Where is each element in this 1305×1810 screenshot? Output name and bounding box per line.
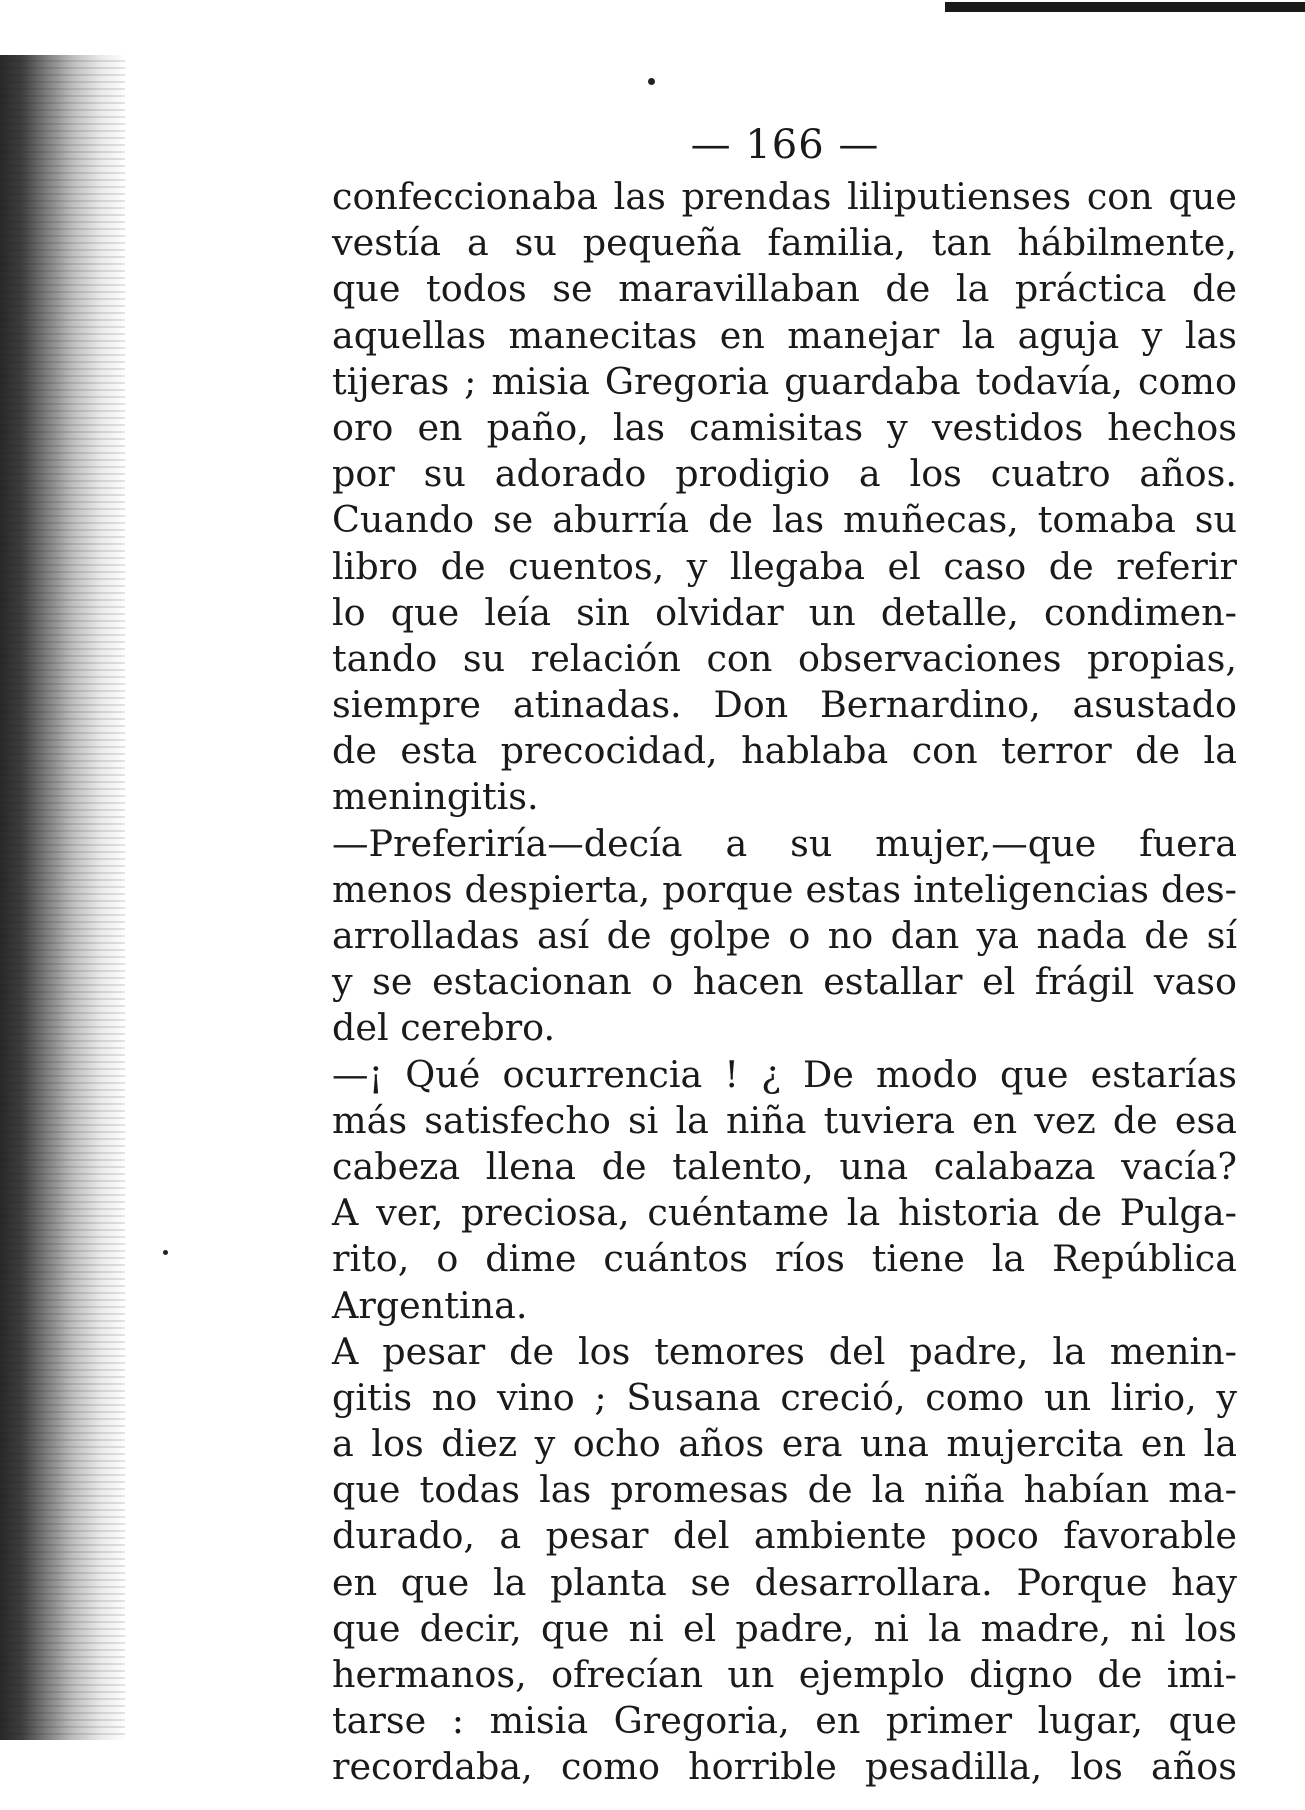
text-line: Argentina. bbox=[332, 1283, 528, 1327]
ink-speck bbox=[648, 78, 655, 85]
text-line: A ver, preciosa, cuéntame la historia de Pulga- bbox=[332, 1191, 1237, 1235]
text-line: que todos se maravillaban de la práctica de bbox=[332, 267, 1237, 311]
text-line: menos despierta, porque estas inteligencias des- bbox=[332, 867, 1237, 911]
body-text bbox=[332, 174, 1237, 1791]
text-line: rito, o dime cuántos ríos tiene la República bbox=[332, 1237, 1237, 1281]
text-line: por su adorado prodigio a los cuatro años. bbox=[332, 452, 1237, 496]
text-line: Cuando se aburría de las muñecas, tomaba su bbox=[332, 498, 1237, 542]
text-line: en que la planta se desarrollara. Porque hay bbox=[332, 1560, 1237, 1604]
text-line: más satisfecho si la niña tuviera en vez de esa bbox=[332, 1098, 1237, 1142]
ink-speck bbox=[163, 1250, 168, 1255]
top-rule bbox=[945, 2, 1305, 12]
binding-edge bbox=[0, 55, 125, 1740]
text-line: cabeza llena de talento, una calabaza vacía? bbox=[332, 1144, 1237, 1188]
text-line: tando su relación con observaciones propias, bbox=[332, 636, 1237, 680]
text-line: tarse : misia Gregoria, en primer lugar, que bbox=[332, 1699, 1237, 1743]
text-line: arrolladas así de golpe o no dan ya nada de sí bbox=[332, 914, 1237, 957]
text-line: a los diez y ocho años era una mujercita en la bbox=[332, 1422, 1237, 1466]
text-line: gitis no vino ; Susana creció, como un lirio, y bbox=[332, 1375, 1237, 1419]
text-line: oro en paño, las camisitas y vestidos hechos bbox=[332, 405, 1237, 449]
text-line: siempre atinadas. Don Bernardino, asustado bbox=[332, 683, 1237, 727]
text-line: durado, a pesar del ambiente poco favorable bbox=[332, 1514, 1237, 1558]
page-number: — 166 — bbox=[690, 122, 880, 168]
text-line: —¡ Qué ocurrencia ! ¿ De modo que estarías bbox=[332, 1052, 1237, 1096]
text-line: y se estacionan o hacen estallar el frágil vaso bbox=[332, 960, 1237, 1004]
text-line: A pesar de los temores del padre, la menin- bbox=[332, 1329, 1237, 1373]
text-line: confeccionaba las prendas liliputienses con que bbox=[332, 175, 1237, 218]
text-line: que decir, que ni el padre, ni la madre, ni los bbox=[332, 1606, 1237, 1650]
text-line: meningitis. bbox=[332, 775, 539, 819]
text-line: vestía a su pequeña familia, tan hábilmente, bbox=[332, 221, 1237, 265]
text-line: hermanos, ofrecían un ejemplo digno de imi- bbox=[332, 1653, 1237, 1696]
text-line: recordaba, como horrible pesadilla, los años bbox=[332, 1745, 1237, 1789]
text-line: que todas las promesas de la niña habían ma- bbox=[332, 1468, 1237, 1512]
text-line: tijeras ; misia Gregoria guardaba todavía, como bbox=[332, 359, 1237, 403]
text-line: de esta precocidad, hablaba con terror de la bbox=[332, 729, 1237, 773]
text-line: —Preferiría—decía a su mujer,—que fuera bbox=[332, 821, 1237, 865]
text-line: libro de cuentos, y llegaba el caso de referir bbox=[332, 544, 1237, 588]
text-line: lo que leía sin olvidar un detalle, condimen- bbox=[332, 590, 1237, 634]
text-line: aquellas manecitas en manejar la aguja y las bbox=[332, 313, 1237, 357]
text-line: del cerebro. bbox=[332, 1006, 556, 1050]
